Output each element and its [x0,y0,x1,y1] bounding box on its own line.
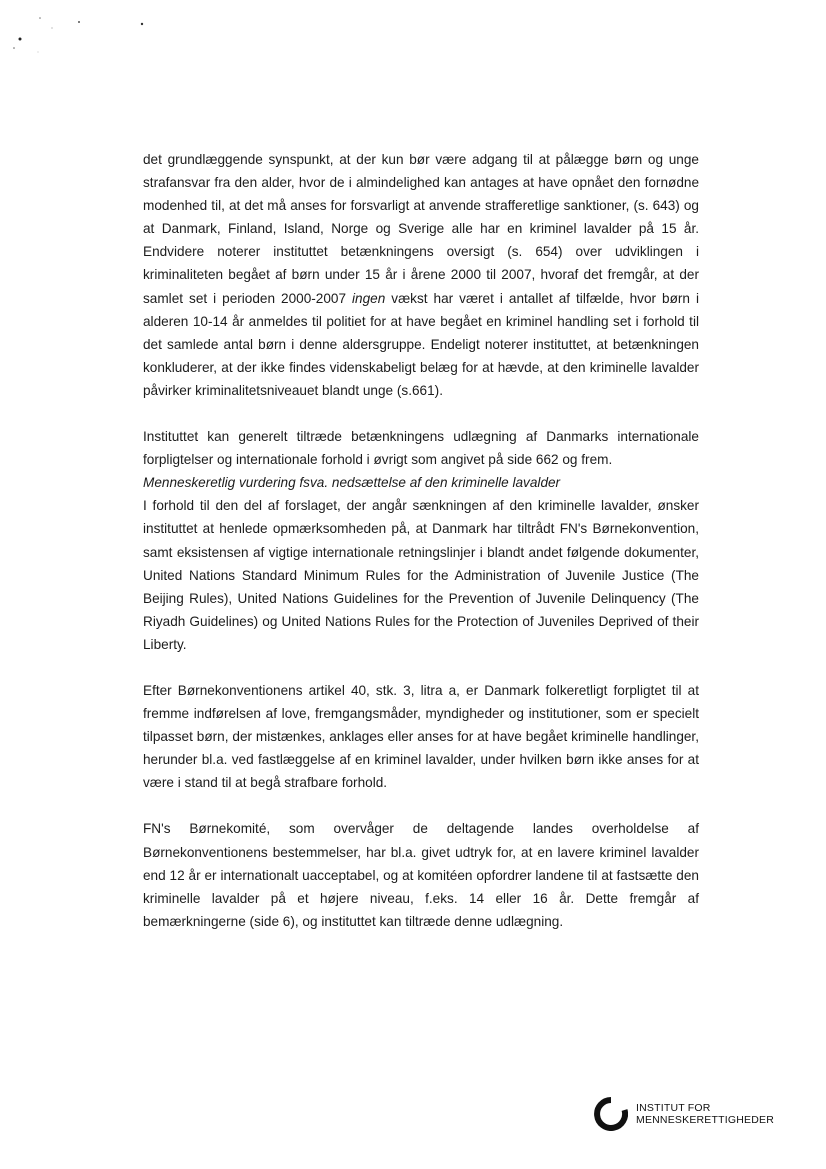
paragraph-1 [143,148,699,402]
logo-wordmark [636,1102,774,1127]
paragraph-2: Instituttet kan generelt tiltræde betænkningens udlægning af Danmarks internationale forpligtelser og internationale forhold i øvrigt som angivet på side 662 og frem. [143,429,699,468]
letter-body [143,148,699,933]
paragraph-5: FN's Børnekomité, som overvåger de deltagende landes overholdelse af Børnekonventionens bestemmelser, har bl.a. givet udtryk for, at en lavere kriminel lavalder end 12 år er internationalt uacceptabel, og at komitéen opfordrer landene til at fastsætte den kriminelle lavalder på et højere niveau, f.eks. 14 eller 16 år. Dette fremgår af bemærkningerne (side 6), og instituttet kan tiltræde denne udlægning. [143,821,699,929]
institute-ring-logo-icon [594,1097,628,1131]
paragraph-1-part-b: vækst har været i antallet af tilfælde, hvor børn i alderen 10-14 år anmeldes til politiet for at have begået en kriminel handling set i forhold til det samlede antal børn i denne aldersgruppe. Endeligt noterer instituttet, at betænkningen konkluderer, at der ikke findes videnskabeligt belæg for at hævde, at den kriminelle lavalder påvirker kriminalitetsniveauet blandt unge (s.661). [143,290,699,398]
logo-line-2: MENNESKERETTIGHEDER [636,1114,774,1126]
paragraph-4: Efter Børnekonventionens artikel 40, stk. 3, litra a, er Danmark folkeretligt forpligtet til at fremme indførelsen af love, fremgangsmåder, myndigheder og institutioner, som er specielt tilpasset børn, der mistænkes, anklages eller anses for at have begået kriminelle handlinger, herunder bl.a. ved fastlæggelse af en kriminel lavalder, under hvilken børn ikke anses for at være i stand til at begå strafbare forhold. [143,682,699,791]
institute-logo [594,1097,774,1131]
emphasis-ingen: ingen [352,290,386,306]
logo-line-1: INSTITUT FOR [636,1101,711,1114]
paragraph-3: I forhold til den del af forslaget, der angår sænkningen af den kriminelle lavalder, ønsker instituttet at henlede opmærksomheden på, at Danmark har tiltrådt FN's Børnekonvention, samt eksistensen af vigtige internationale retningslinjer i blandt andet følgende dokumenter, United Nations Standard Minimum Rules for the Administration of Juvenile Justice (The Beijing Rules), United Nations Guidelines for the Prevention of Juvenile Delinquency (The Riyadh Guidelines) og United Nations Rules for the Protection of Juveniles Deprived of their Liberty. [143,498,699,652]
scan-specks [0,0,200,70]
section-heading: Menneskeretlig vurdering fsva. nedsættelse af den kriminelle lavalder [143,475,561,491]
paragraph-1-part-a: det grundlæggende synspunkt, at der kun bør være adgang til at pålægge børn og unge strafansvar fra den alder, hvor de i almindelighed kan antages at have opnået den fornødne modenhed til, at det må anses for forsvarligt at anvende strafferetlige sanktioner, (s. 643) og at Danmark, Finland, Island, Norge og Sverige alle har en kriminel lavalder på 15 år. Endvidere noterer instituttet betænkningens oversigt (s. 654) over udviklingen i kriminaliteten begået af børn under 15 år i årene 2000 til 2007, hvoraf det fremgår, at der samlet set i perioden 2000-2007 [143,152,699,306]
